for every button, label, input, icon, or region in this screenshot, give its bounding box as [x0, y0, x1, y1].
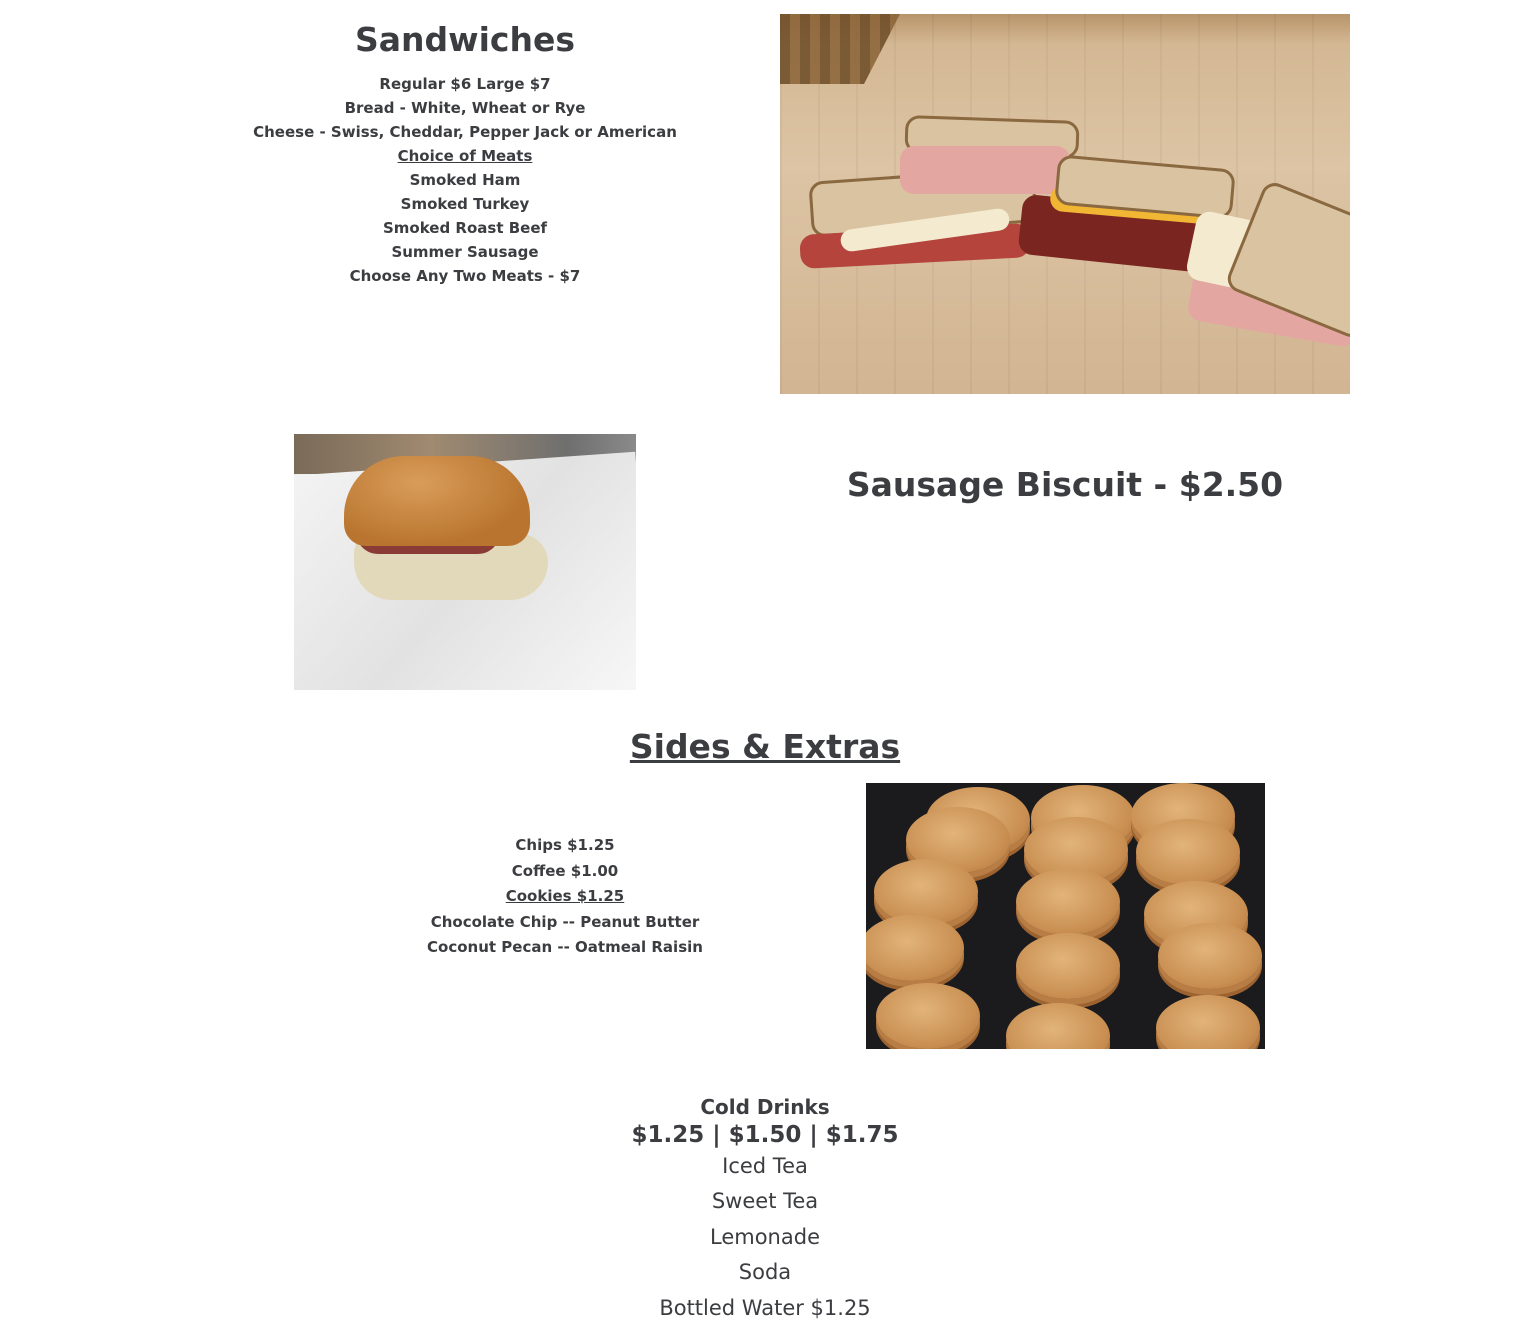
cookie — [1016, 869, 1120, 935]
cold-drinks-title: Cold Drinks — [700, 1095, 830, 1119]
sandwich-cheese: Cheese - Swiss, Cheddar, Pepper Jack or American — [253, 123, 677, 141]
cold-drinks-section — [0, 1093, 1530, 1326]
sandwich-bread: Bread - White, Wheat or Rye — [344, 99, 586, 117]
meat-item: Summer Sausage — [391, 243, 539, 261]
cookies-photo — [866, 783, 1265, 1049]
sandwiches-title: Sandwiches — [354, 20, 576, 59]
drink-item: Lemonade — [710, 1224, 820, 1249]
cookies-heading: Cookies $1.25 — [505, 887, 625, 905]
cookie — [1136, 819, 1240, 885]
meats-heading: Choice of Meats — [397, 147, 533, 165]
drink-item: Bottled Water $1.25 — [659, 1295, 871, 1320]
drink-item: Sweet Tea — [711, 1189, 819, 1214]
cookie — [1006, 1003, 1110, 1049]
cookie — [1016, 933, 1120, 999]
cookie — [874, 859, 978, 925]
sandwiches-photo — [780, 14, 1350, 394]
sausage-biscuit-title: Sausage Biscuit - $2.50 — [846, 465, 1284, 504]
drink-item: Soda — [738, 1260, 792, 1285]
turkey-layer — [900, 146, 1070, 194]
cookie — [1158, 923, 1262, 989]
chair-back — [780, 14, 900, 84]
sausage-biscuit-photo — [294, 434, 636, 690]
coffee-item: Coffee $1.00 — [511, 861, 619, 880]
cookie-flavors-1: Chocolate Chip -- Peanut Butter — [430, 912, 700, 931]
meat-item: Smoked Turkey — [400, 195, 530, 213]
cookie-flavors-2: Coconut Pecan -- Oatmeal Raisin — [427, 938, 703, 956]
meat-item: Smoked Ham — [409, 171, 521, 189]
sides-extras-title: Sides & Extras — [629, 727, 901, 766]
sandwiches-section — [215, 18, 715, 288]
cookie — [866, 915, 964, 981]
sandwich-sizes: Regular $6 Large $7 — [379, 75, 551, 93]
chips-item: Chips $1.25 — [515, 836, 615, 854]
cookie — [876, 983, 980, 1049]
cold-drinks-prices: $1.25 | $1.50 | $1.75 — [631, 1122, 899, 1148]
cookie — [1156, 995, 1260, 1049]
drink-item: Iced Tea — [722, 1154, 808, 1178]
sides-list — [380, 833, 750, 961]
sandwiches-details — [215, 72, 715, 288]
meat-item: Smoked Roast Beef — [382, 219, 548, 237]
meat-combo: Choose Any Two Meats - $7 — [349, 267, 581, 285]
biscuit-top — [344, 456, 530, 546]
